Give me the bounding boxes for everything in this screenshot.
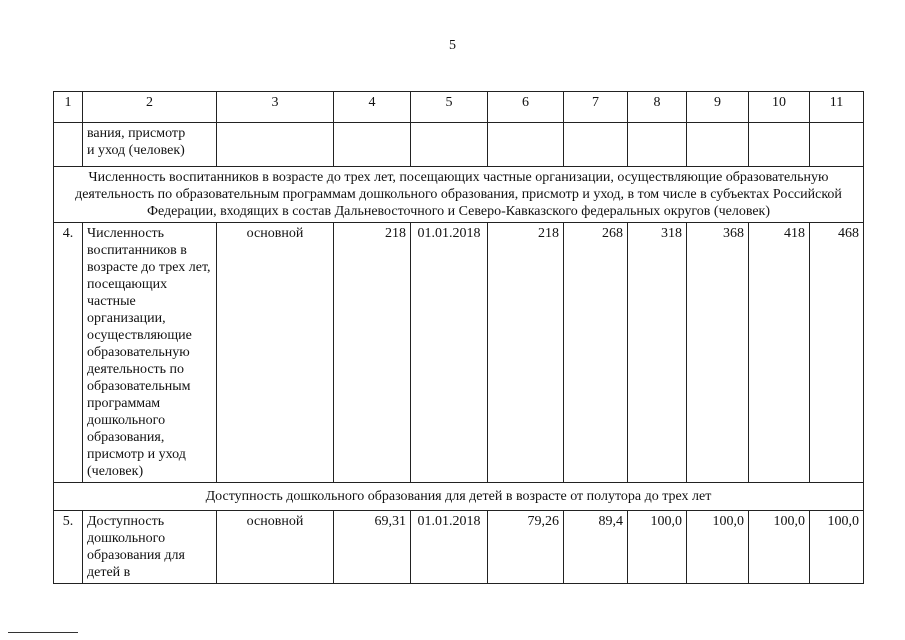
value-cell: 100,0 xyxy=(810,511,864,584)
indicator-name: Численность воспитанников в возрасте до трех лет, посещающих частные организации, осуществляющие образовательную деятельность по образовательным программам дошкольного образования, присмотр и уход (человек) xyxy=(83,223,217,483)
row-number: 4. xyxy=(54,223,83,483)
value-cell: 100,0 xyxy=(687,511,749,584)
column-number: 2 xyxy=(83,92,217,123)
value-cell: 79,26 xyxy=(488,511,564,584)
indicator-type: основной xyxy=(217,223,334,483)
section-heading: Численность воспитанников в возрасте до трех лет, посещающих частные организации, осуществляющие образовательную деятельность по образовательным программам дошкольного образования, присмотр и уход, в том числе в субъектах Российской Федерации, входящих в состав Дальневосточного и Северо-Кавказского федеральных округов (человек) xyxy=(54,167,864,223)
value-cell: 100,0 xyxy=(628,511,687,584)
column-number: 8 xyxy=(628,92,687,123)
column-number: 5 xyxy=(411,92,488,123)
base-date: 01.01.2018 xyxy=(411,223,488,483)
base-value: 218 xyxy=(334,223,411,483)
continuation-text: вания, присмотр и уход (человек) xyxy=(83,123,217,167)
value-cell: 368 xyxy=(687,223,749,483)
section-heading: Доступность дошкольного образования для детей в возрасте от полутора до трех лет xyxy=(54,483,864,511)
value-cell: 218 xyxy=(488,223,564,483)
footnote-divider xyxy=(8,632,78,633)
value-cell: 318 xyxy=(628,223,687,483)
value-cell: 418 xyxy=(749,223,810,483)
value-cell: 468 xyxy=(810,223,864,483)
column-number: 7 xyxy=(564,92,628,123)
column-number: 10 xyxy=(749,92,810,123)
table-row xyxy=(54,511,864,584)
indicator-type: основной xyxy=(217,511,334,584)
section-heading-row xyxy=(54,483,864,511)
column-number-row xyxy=(54,92,864,123)
column-number: 6 xyxy=(488,92,564,123)
column-number: 11 xyxy=(810,92,864,123)
column-number: 9 xyxy=(687,92,749,123)
continuation-row xyxy=(54,123,864,167)
table-row xyxy=(54,223,864,483)
value-cell: 268 xyxy=(564,223,628,483)
column-number: 3 xyxy=(217,92,334,123)
column-number: 4 xyxy=(334,92,411,123)
column-number: 1 xyxy=(54,92,83,123)
page-number: 5 xyxy=(449,38,456,53)
base-value: 69,31 xyxy=(334,511,411,584)
section-heading-row xyxy=(54,167,864,223)
indicator-name: Доступность дошкольного образования для детей в xyxy=(83,511,217,584)
value-cell: 89,4 xyxy=(564,511,628,584)
base-date: 01.01.2018 xyxy=(411,511,488,584)
indicator-table xyxy=(53,91,864,584)
row-number: 5. xyxy=(54,511,83,584)
value-cell: 100,0 xyxy=(749,511,810,584)
